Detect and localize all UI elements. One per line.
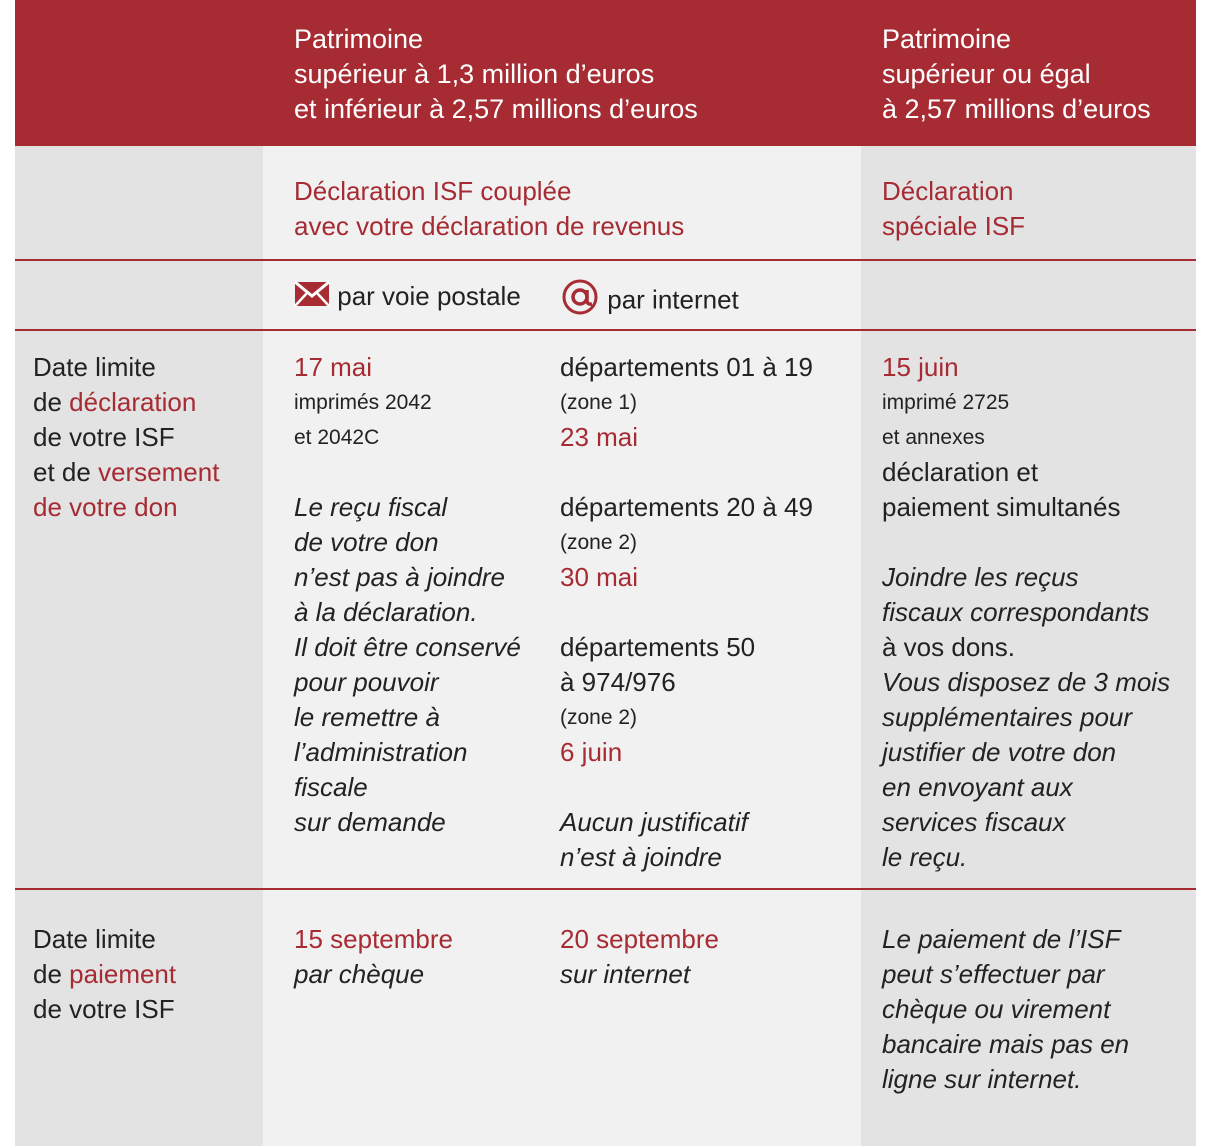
table-header [15, 0, 1196, 146]
zone2b-deadline: 6 juin [560, 737, 623, 767]
zone2a-deadline: 30 mai [560, 562, 639, 592]
declaration-type-special: Déclaration spéciale ISF [882, 176, 1026, 241]
isf-deadlines-table [15, 0, 1196, 1146]
special-deadline: 15 juin [882, 352, 959, 382]
row-label-payment: Date limite de paiement de votre ISF [33, 924, 177, 1024]
header-patrimoine-high: Patrimoine supérieur ou égal à 2,57 millions d’euros [882, 24, 1151, 124]
channel-postal: par voie postale [294, 279, 521, 316]
internet-payment-deadline: 20 septembre [560, 924, 719, 954]
divider [15, 259, 1196, 261]
internet-payment-cell: 20 septembre sur internet [560, 924, 719, 989]
at-icon [560, 279, 600, 324]
special-declaration-cell: 15 juin imprimé 2725 et annexes déclaration et paiement simultanés Joindre les reçus fiscaux correspondants à vos dons. Vous disposez de 3 mois supplémentaires pour justifier de votre don en envoyant aux services fiscaux le reçu. [882, 352, 1171, 872]
divider [15, 888, 1196, 890]
special-payment-cell: Le paiement de l’ISF peut s’effectuer par chèque ou virement bancaire mais pas en ligne sur internet. [882, 924, 1130, 1094]
postal-payment-deadline: 15 septembre [294, 924, 453, 954]
declaration-type-coupled: Déclaration ISF couplée avec votre déclaration de revenus [294, 176, 685, 241]
envelope-icon [294, 281, 330, 316]
row-label-declaration: Date limite de déclaration de votre ISF et de versement de votre don [33, 352, 220, 522]
postal-deadline: 17 mai [294, 352, 373, 382]
postal-declaration-cell: 17 mai imprimés 2042 et 2042C Le reçu fiscal de votre don n’est pas à joindre à la déclaration. Il doit être conservé pour pouvoir le remettre à l’administration fiscale sur demande [294, 352, 521, 837]
divider [15, 329, 1196, 331]
postal-payment-cell: 15 septembre par chèque [294, 924, 453, 989]
channel-internet: par internet [560, 279, 739, 324]
internet-declaration-cell: départements 01 à 19 (zone 1) 23 mai départements 20 à 49 (zone 2) 30 mai départements 50 à 974/976 (zone 2) 6 juin Aucun justificatif n’est à joindre [560, 352, 813, 872]
header-patrimoine-low: Patrimoine supérieur à 1,3 million d’euros et inférieur à 2,57 millions d’euros [294, 24, 698, 124]
zone1-deadline: 23 mai [560, 422, 639, 452]
